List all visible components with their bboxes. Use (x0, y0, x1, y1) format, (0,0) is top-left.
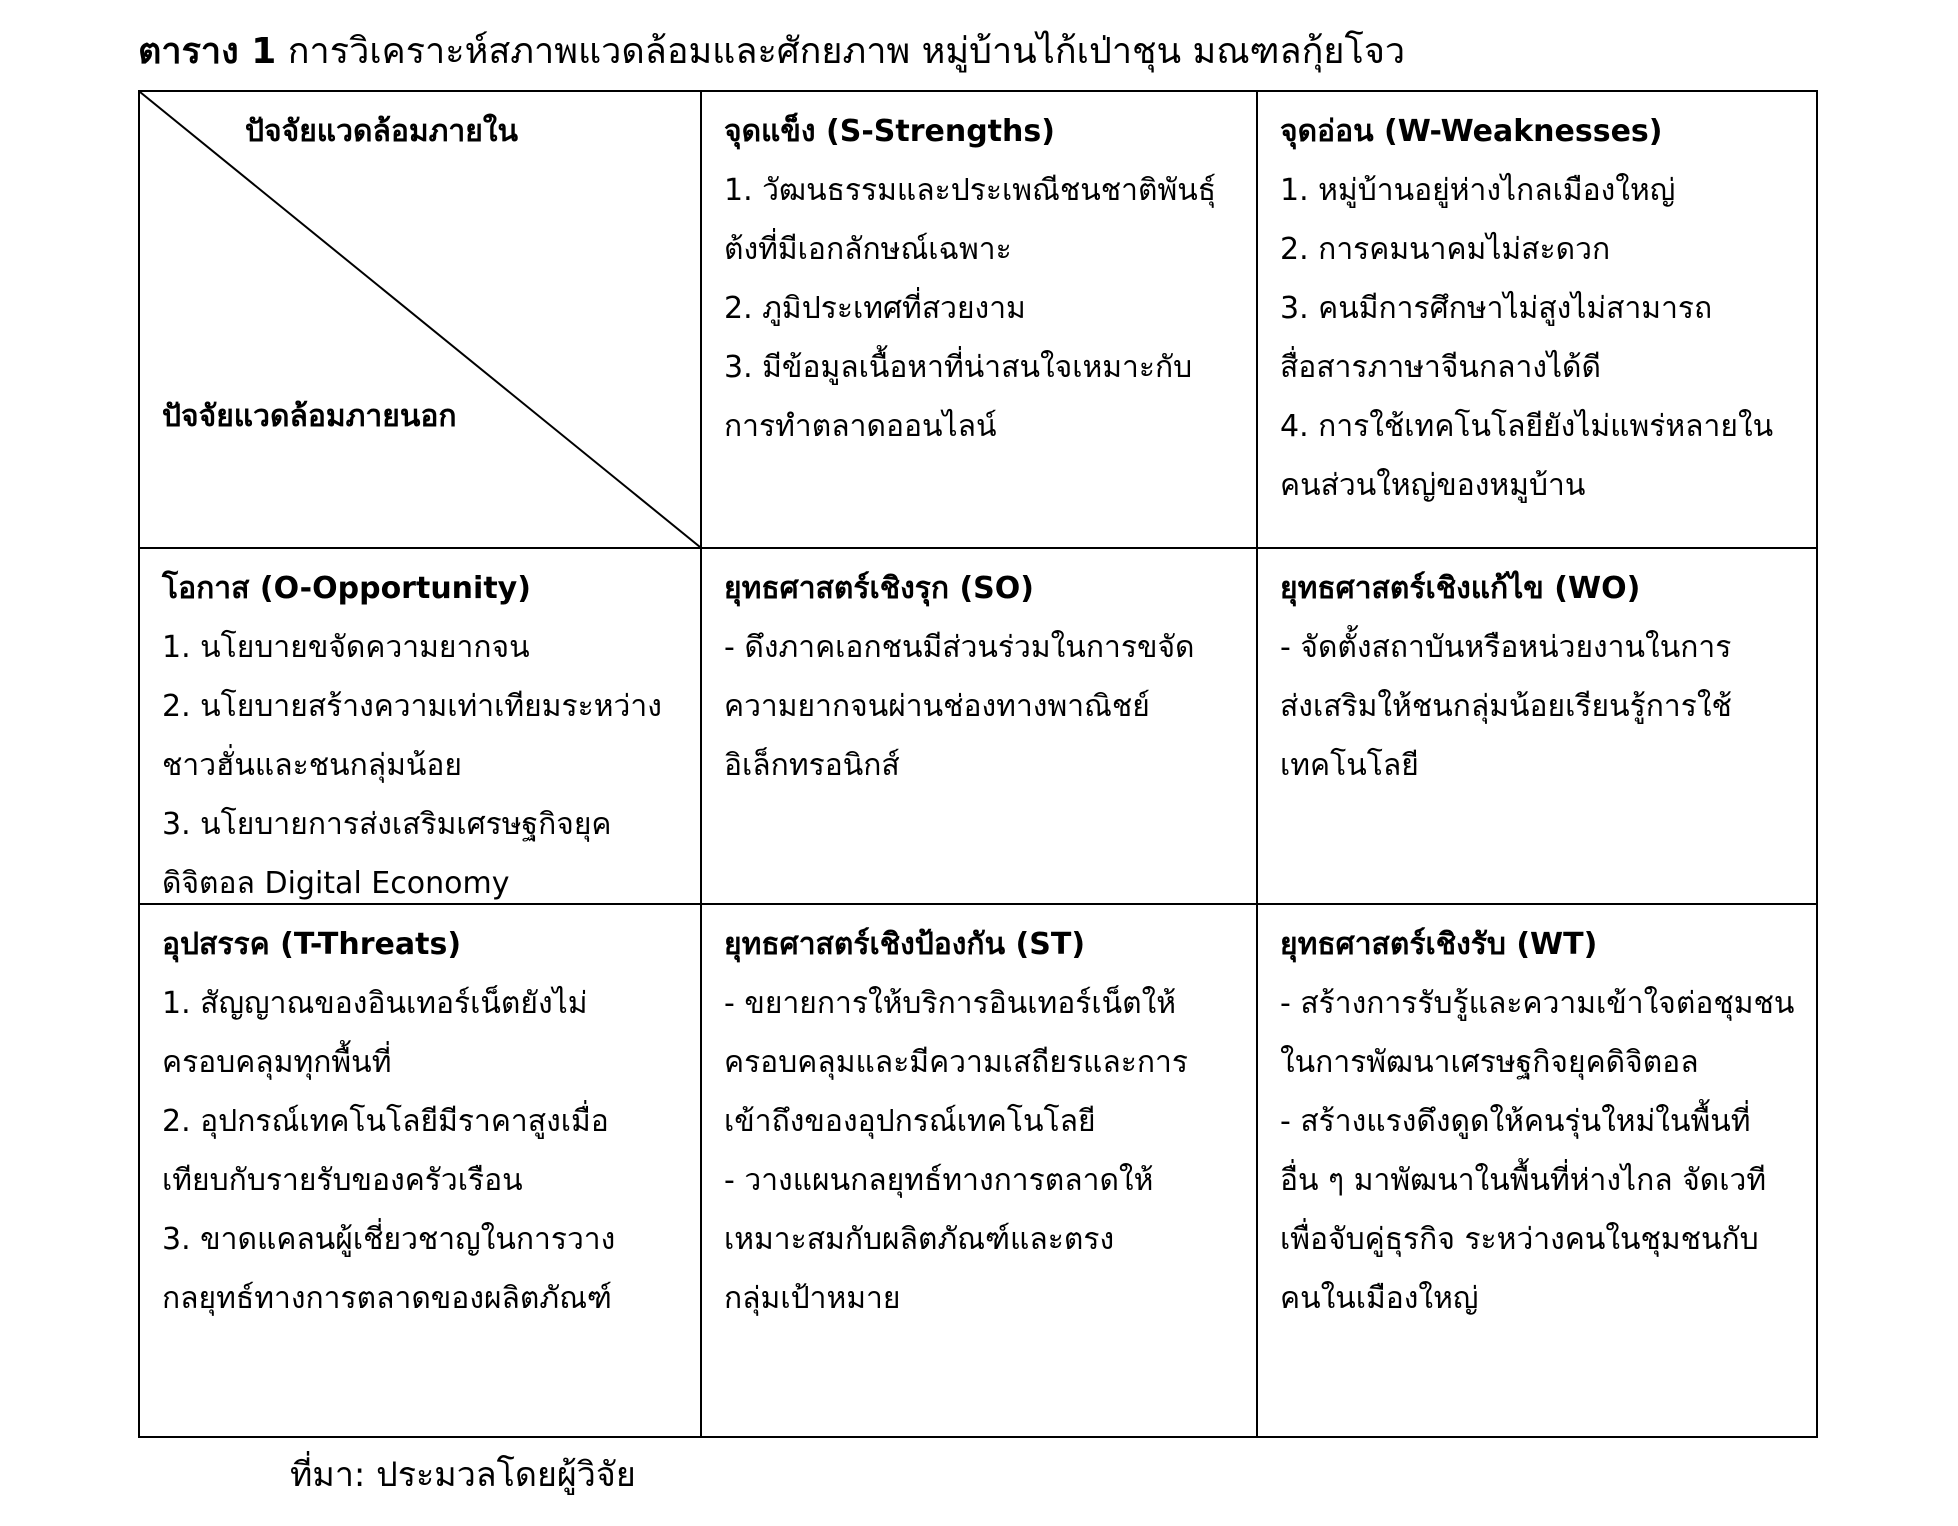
swot-table (138, 90, 1818, 1438)
weaknesses-line: 4. การใช้เทคโนโลยียังไม่แพร่หลายใน (1280, 409, 1774, 444)
weaknesses-line: 3. คนมีการศึกษาไม่สูงไม่สามารถ (1280, 291, 1713, 326)
so-strategy-line: อิเล็กทรอนิกส์ (724, 748, 900, 783)
strengths-line: 2. ภูมิประเทศที่สวยงาม (724, 291, 1026, 326)
external-factors-label: ปัจจัยแวดล้อมภายนอก (162, 399, 457, 434)
wt-strategy-line: - สร้างแรงดึงดูดให้คนรุ่นใหม่ในพื้นที่ (1280, 1104, 1751, 1139)
opportunities-line: ชาวฮั่นและชนกลุ่มน้อย (162, 748, 462, 783)
st-strategy-line: เข้าถึงของอุปกรณ์เทคโนโลยี (724, 1104, 1096, 1139)
strengths-line: ต้งที่มีเอกลักษณ์เฉพาะ (724, 232, 1012, 267)
weaknesses-line: คนส่วนใหญ่ของหมูบ้าน (1280, 468, 1586, 503)
st-strategy-line: กลุ่มเป้าหมาย (724, 1281, 901, 1316)
caption-label: ตาราง 1 (138, 31, 277, 72)
strengths-cell (702, 92, 1256, 547)
weaknesses-cell (1258, 92, 1818, 547)
threats-header: อุปสรรค (T-Threats) (162, 927, 462, 962)
strengths-line: 1. วัฒนธรรมและประเพณีชนชาติพันธุ์ (724, 173, 1217, 208)
wt-strategy-line: - สร้างการรับรู้และความเข้าใจต่อชุมชน (1280, 986, 1795, 1021)
wo-strategy-cell (1258, 549, 1818, 903)
wt-strategy-cell (1258, 905, 1818, 1438)
opportunities-line: ดิจิตอล Digital Economy (162, 866, 510, 901)
wt-strategy-line: เพื่อจับคู่ธุรกิจ ระหว่างคนในชุมชนกับ (1280, 1222, 1759, 1257)
strengths-header: จุดแข็ง (S-Strengths) (724, 114, 1055, 149)
st-strategy-line: - วางแผนกลยุทธ์ทางการตลาดให้ (724, 1163, 1154, 1198)
wo-strategy-header: ยุทธศาสตร์เชิงแก้ไข (WO) (1280, 571, 1641, 606)
so-strategy-cell (702, 549, 1256, 903)
st-strategy-line: ครอบคลุมและมีความเสถียรและการ (724, 1045, 1188, 1080)
wt-strategy-header: ยุทธศาสตร์เชิงรับ (WT) (1280, 927, 1598, 962)
threats-line: กลยุทธ์ทางการตลาดของผลิตภัณฑ์ (162, 1281, 612, 1316)
opportunities-line: 1. นโยบายขจัดความยากจน (162, 630, 530, 665)
opportunities-line: 2. นโยบายสร้างความเท่าเทียมระหว่าง (162, 689, 662, 724)
weaknesses-line: 2. การคมนาคมไม่สะดวก (1280, 232, 1611, 267)
st-strategy-line: - ขยายการให้บริการอินเทอร์เน็ตให้ (724, 986, 1177, 1021)
st-strategy-cell (702, 905, 1256, 1438)
so-strategy-line: ความยากจนผ่านช่องทางพาณิชย์ (724, 689, 1150, 724)
strengths-line: 3. มีข้อมูลเนื้อหาที่น่าสนใจเหมาะกับ (724, 350, 1193, 385)
wo-strategy-line: - จัดตั้งสถาบันหรือหน่วยงานในการ (1280, 630, 1732, 665)
wt-strategy-line: ในการพัฒนาเศรษฐกิจยุคดิจิตอล (1280, 1045, 1699, 1080)
wo-strategy-line: ส่งเสริมให้ชนกลุ่มน้อยเรียนรู้การใช้ (1280, 689, 1732, 724)
weaknesses-line: 1. หมู่บ้านอยู่ห่างไกลเมืองใหญ่ (1280, 173, 1676, 208)
table-caption (138, 22, 1405, 82)
threats-line: 1. สัญญาณของอินเทอร์เน็ตยังไม่ (162, 986, 588, 1021)
wt-strategy-line: คนในเมืองใหญ่ (1280, 1281, 1479, 1316)
opportunities-cell (140, 549, 700, 903)
so-strategy-line: - ดึงภาคเอกชนมีส่วนร่วมในการขจัด (724, 630, 1195, 665)
threats-line: 3. ขาดแคลนผู้เชี่ยวชาญในการวาง (162, 1222, 616, 1257)
threats-line: 2. อุปกรณ์เทคโนโลยีมีราคาสูงเมื่อ (162, 1104, 609, 1139)
wt-strategy-line: อื่น ๆ มาพัฒนาในพื้นที่ห่างไกล จัดเวที (1280, 1163, 1767, 1198)
weaknesses-line: สื่อสารภาษาจีนกลางได้ดี (1280, 350, 1602, 385)
opportunities-line: 3. นโยบายการส่งเสริมเศรษฐกิจยุค (162, 807, 612, 842)
internal-factors-label: ปัจจัยแวดล้อมภายใน (245, 114, 518, 149)
st-strategy-header: ยุทธศาสตร์เชิงป้องกัน (ST) (724, 927, 1086, 962)
caption-text: การวิเคราะห์สภาพแวดล้อมและศักยภาพ หมู่บ้านไก้เป่าชุน มณฑลกุ้ยโจว (276, 31, 1406, 72)
st-strategy-line: เหมาะสมกับผลิตภัณฑ์และตรง (724, 1222, 1115, 1257)
threats-cell (140, 905, 700, 1438)
opportunities-header: โอกาส (O-Opportunity) (162, 571, 531, 606)
strengths-line: การทำตลาดออนไลน์ (724, 409, 997, 444)
so-strategy-header: ยุทธศาสตร์เชิงรุก (SO) (724, 571, 1034, 606)
table-source-note: ที่มา: ประมวลโดยผู้วิจัย (290, 1455, 636, 1495)
corner-cell (140, 92, 700, 547)
wo-strategy-line: เทคโนโลยี (1280, 748, 1419, 783)
threats-line: เทียบกับรายรับของครัวเรือน (162, 1163, 523, 1198)
threats-line: ครอบคลุมทุกพื้นที่ (162, 1045, 392, 1080)
weaknesses-header: จุดอ่อน (W-Weaknesses) (1280, 114, 1663, 149)
